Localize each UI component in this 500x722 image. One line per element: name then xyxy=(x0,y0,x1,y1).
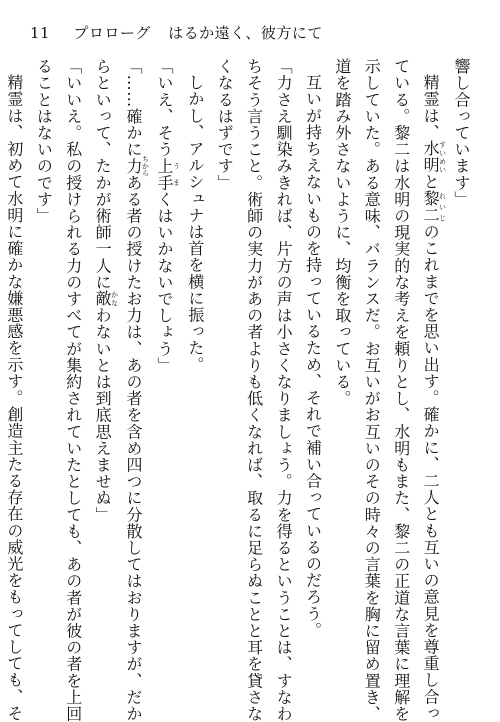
chapter-title: はるか遠く、彼方にて xyxy=(168,24,323,42)
ruby-base: 敵 xyxy=(93,290,113,308)
text-line xyxy=(150,58,181,688)
line-text: ている。黎二は水明の現実的な考えを頼りとし、水明もまた、黎二の正道な言葉に理解を xyxy=(391,58,411,722)
ruby-annotation xyxy=(421,190,447,224)
text-line xyxy=(88,58,119,688)
text-line xyxy=(357,58,386,722)
line-text: ちそう言うこと。術師の実力があの者よりも低くなれば、取るに足らぬことと耳を貸さな xyxy=(244,58,264,722)
page-number: 11 xyxy=(30,24,51,42)
text-line xyxy=(58,58,87,722)
line-text: 「力さえ馴染みきれば、片方の声は小さくなりましょう。力を得るということは、すなわ xyxy=(274,58,294,722)
line-text: しかし、アルシュナは首を横に振った。 xyxy=(185,74,205,373)
ruby-reading: すいめい xyxy=(438,140,447,174)
line-text: 精霊は、 xyxy=(421,74,441,141)
chapter-name: プロローグ xyxy=(73,24,151,42)
text-line xyxy=(416,58,447,722)
ruby-base: 黎二 xyxy=(421,190,441,224)
text-line xyxy=(210,58,239,688)
text-line xyxy=(119,58,150,722)
text-line xyxy=(0,58,29,722)
ruby-reading: かな xyxy=(110,290,119,307)
line-text: 「……確かに xyxy=(124,58,144,158)
line-text: 響し合っています」 xyxy=(452,58,471,208)
ruby-reading: れいじ xyxy=(438,190,447,224)
line-text: 道を踏み外さないように、均衡を取っている。 xyxy=(332,58,352,407)
text-line xyxy=(386,58,415,722)
text-line xyxy=(447,58,476,688)
ruby-reading: ちから xyxy=(141,155,150,177)
line-text: 「いえ、そう xyxy=(154,58,174,158)
line-text: 精霊は、初めて水明に確かな嫌悪感を示す。創造主たる存在の威光をもってしても、そ xyxy=(4,74,24,722)
vertical-body-text xyxy=(0,58,476,722)
line-text: のこれまでを思い出す。確かに、二人とも互いの意見を尊重し合っ xyxy=(421,223,441,722)
ruby-annotation xyxy=(124,155,150,177)
ruby-annotation xyxy=(154,157,181,191)
ruby-reading: うま xyxy=(172,157,181,191)
text-line xyxy=(29,58,58,688)
ruby-annotation xyxy=(93,290,119,308)
line-text: らといって、たかが術師一人に xyxy=(93,58,113,291)
text-line xyxy=(327,58,356,688)
line-text: 示していた。ある意味、バランスだ。お互いがお互いのその時々の言葉を胸に留め置き、 xyxy=(362,58,382,722)
page-header xyxy=(30,22,323,43)
ruby-base: 上手 xyxy=(154,157,174,191)
ruby-base: 力 xyxy=(124,155,144,177)
line-text: わないとは到底思えませぬ」 xyxy=(93,307,113,523)
ruby-base: 水明 xyxy=(421,140,441,174)
line-text: 互いが持ちえないものを持っているため、それで補い合っているのだろう。 xyxy=(303,74,323,639)
text-line xyxy=(269,58,298,722)
line-text: と xyxy=(421,173,441,191)
text-line xyxy=(298,58,327,688)
line-text: 「いいえ。私の授けられる力のすべてが集約されていたとしても、あの者が彼の者を上回 xyxy=(63,58,83,722)
text-line xyxy=(180,58,209,688)
line-text: くはいかないでしょう」 xyxy=(154,190,174,374)
line-text: ある者の授けたお力は、あの者を含め四つに分散してはおりますが、だか xyxy=(124,174,144,722)
text-line xyxy=(239,58,268,722)
ruby-annotation xyxy=(421,140,447,174)
line-text: くなるはずです」 xyxy=(215,58,235,191)
line-text: ることはないのです」 xyxy=(34,58,54,224)
